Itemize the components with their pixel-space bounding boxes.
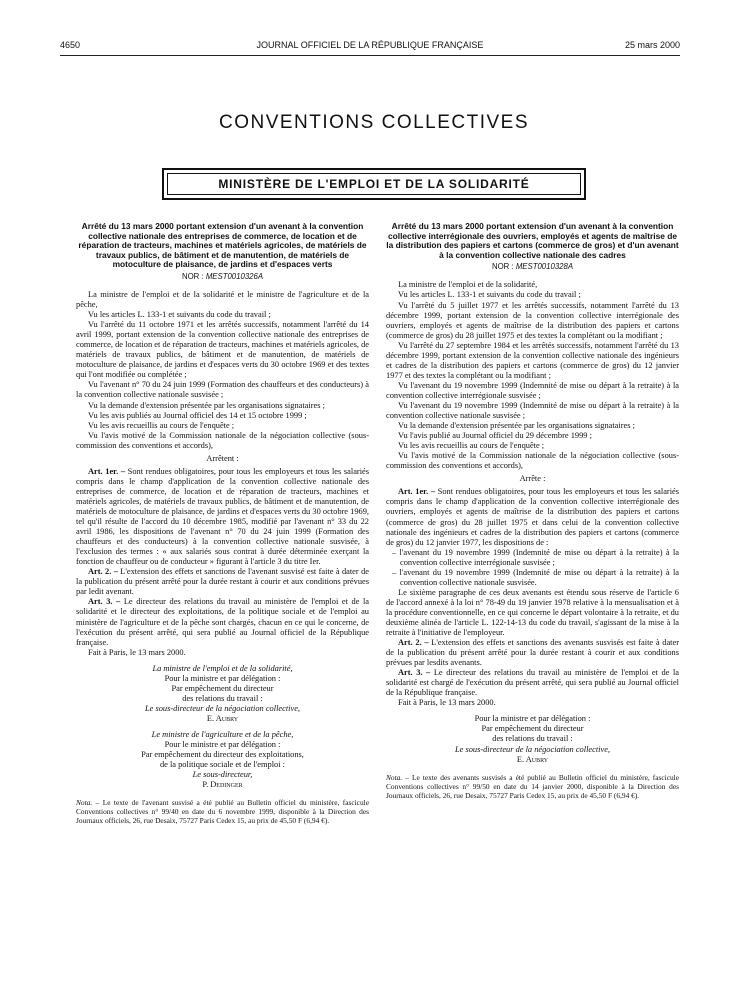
right-para6: Le sixième paragraphe de ces deux avenants est étendu sous réserve de l'article 6 de l'accord annexé à la loi n° 78-49 du 19 janvier 1978 relative à la mensualisation et à la procédure conventionnelle, en ce qui concerne le départ volontaire à la retraite, et du deuxième alinéa de l'article L. 122-14-13 du code du travail, s'agissant de la mise à la retraite à l'initiative de l'employeur. <box>386 587 679 638</box>
art1-text: Sont rendues obligatoires, pour tous les employeurs et tous les salariés compris dans le champ d'application de la convention collective nationale des entreprises de commerce, de location et de réparation de tracteurs, machines et matériels agricoles, de matériels de travaux publics, de bâtiment et de manutention, de matériels de motoculture de plaisance, de jardins et d'espaces verts du 30 octobre 1969, tel qu'il résulte de l'accord du 10 décembre 1985, modifié par l'avenant n° 33 du 22 avril 1986, les dispositions de l'avenant n° 70 du 24 juin 1999 (Formation des chauffeurs et des conducteurs) à la convention collective nationale susvisée, à l'exclusion des termes : « aux salariés sous contrat à durée déterminée exerçant la fonction de chauffeur ou de conducteur » figurant à l'article 3 du titre Ier. <box>76 466 370 567</box>
right-decree-title: Arrêté du 13 mars 2000 portant extension d'un avenant à la convention collective interrégionale des ouvriers, employés et agents de maîtrise de la distribution des papiers et cartons (commerce de gros) et d'un avenant à la convention collective nationale des cadres <box>386 221 679 260</box>
right-intro-0: La ministre de l'emploi et de la solidarité, <box>398 280 538 290</box>
left-nor <box>76 272 369 282</box>
nor-code: MESТ0010328A <box>515 262 574 272</box>
left-intro-7: Vu l'avis motivé de la Commission nationale de la négociation collective (sous-commission des conventions et accords), <box>76 430 369 450</box>
left-art3 <box>76 597 369 647</box>
left-intro-2: Vu l'arrêté du 11 octobre 1971 et les arrêtés successifs, notamment l'arrêté du 14 avril 1999, portant extension de la convention collective nationale des entreprises de commerce, de location et de réparation de tracteurs, machines et matériels agricoles, de matériels de travaux publics, de bâtiment et de manutention, de matériels de motoculture de plaisance, de jardins et d'espaces verts du 30 octobre 1969 et des textes qui l'ont modifiée ou complétée ; <box>76 320 369 380</box>
art2-label: Art. 2. – <box>398 638 429 648</box>
art3-label: Art. 3. – <box>398 668 431 678</box>
left-decree-title: Arrêté du 13 mars 2000 portant extension d'un avenant à la convention collective nationale des entreprises de commerce, de location et de réparation de tracteurs, machines et matériels agricoles, de matériels de travaux publics, de bâtiment et de manutention, de matériels de motoculture de plaisance, de jardins et d'espaces verts <box>78 221 367 270</box>
right-intro-5: Vu l'avenant du 19 novembre 1999 (Indemnité de mise ou départ à la retraite) à la convention collective nationale susvisée ; <box>386 400 679 421</box>
right-intro-7: Vu l'avis publié au Journal officiel du 29 décembre 1999 ; <box>398 431 592 441</box>
art3-text: Le directeur des relations du travail au ministère de l'emploi et de la solidarité est chargé de l'exécution du présent arrêté, qui sera publié au Journal officiel de la République française. <box>386 668 679 698</box>
art1-label: Art. 1er. – <box>88 466 126 476</box>
right-sig-4: E. Aubry <box>516 754 549 764</box>
right-nor <box>386 262 679 272</box>
right-art1 <box>386 487 679 547</box>
left-note <box>76 798 369 825</box>
art1-label: Art. 1er. – <box>398 487 436 497</box>
right-art3 <box>386 668 679 698</box>
left-intro-4: Vu la demande d'extension présentée par les organisations signataires ; <box>88 400 325 410</box>
left-sig1-0: La ministre de l'emploi et de la solidarité, <box>152 663 293 673</box>
right-fait: Fait à Paris, le 13 mars 2000. <box>398 698 496 708</box>
note-lead: Nota. – <box>386 772 409 782</box>
ministry-box <box>162 168 586 200</box>
left-sig2-3: de la politique sociale et de l'emploi : <box>159 760 285 770</box>
right-sig-0: Pour la ministre et par délégation : <box>474 714 591 724</box>
right-intro-8: Vu les avis recueillis au cours de l'enquête ; <box>398 441 545 451</box>
art2-label: Art. 2. – <box>88 567 118 577</box>
art3-text: Le directeur des relations du travail au ministère de l'emploi et de la solidarité et le directeur des exploitations, de la politique sociale et de l'emploi au ministère de l'agriculture et de la pêche sont chargés, chacun en ce qui le concerne, de l'exécution du présent arrêté, qui sera publié au Journal officiel de la République française. <box>76 597 369 647</box>
issue-date: 25 mars 2000 <box>624 40 680 50</box>
left-intro-5: Vu les avis publiés au Journal officiel des 14 et 15 octobre 1999 ; <box>88 410 307 420</box>
left-sig2-2: Par empêchement du directeur des exploitations, <box>141 750 304 760</box>
left-column <box>76 222 369 825</box>
left-sig1-2: Par empêchement du directeur <box>171 683 274 693</box>
left-intro-0: La ministre de l'emploi et de la solidarité et le ministre de l'agriculture et de la pêche, <box>76 290 369 310</box>
left-sig1-1: Pour la ministre et par délégation : <box>164 673 281 683</box>
page-number: 4650 <box>60 40 81 50</box>
nor-label: NOR : <box>181 271 204 281</box>
left-sig2-5: P. Dedinger <box>202 780 243 790</box>
right-intro-2: Vu l'arrêté du 5 juillet 1977 et les arrêtés successifs, notamment l'arrêté du 13 décembre 1999, portant extension de la convention collective interrégionale des ouvriers, employés et agents de maîtrise de la distribution des papiers et cartons (commerce de gros) du 28 juillet 1975 et des textes la complétant ou la modifiant ; <box>386 300 679 340</box>
left-fait: Fait à Paris, le 13 mars 2000. <box>88 647 186 657</box>
right-sig-1: Par empêchement du directeur <box>481 724 584 734</box>
art2-text: L'extension des effets et sanctions de l'avenant susvisé est faite à dater de la publication du présent arrêté pour la durée restant à courir et aux conditions prévues par ledit avenant. <box>76 567 369 597</box>
right-item-0: – l'avenant du 19 novembre 1999 (Indemnité de mise ou départ à la retraite) à la convention collective interrégionale susvisée ; <box>392 547 679 567</box>
right-intro-6: Vu la demande d'extension présentée par les organisations signataires ; <box>398 421 635 431</box>
right-sig-3: Le sous-directeur de la négociation collective, <box>454 744 611 754</box>
journal-title: JOURNAL OFFICIEL DE LA RÉPUBLIQUE FRANÇAISE <box>256 40 484 50</box>
left-intro-6: Vu les avis recueillis au cours de l'enquête ; <box>88 420 235 430</box>
left-sig1-3: des relations du travail : <box>182 693 263 703</box>
art3-label: Art. 3. – <box>88 597 121 607</box>
right-intro-3: Vu l'arrêté du 27 septembre 1984 et les arrêtés successifs, notamment l'arrêté du 13 décembre 1999, portant extension de la convention collective nationale des ingénieurs et cadres de la distribution des papiers et cartons (commerce de gros) du 12 janvier 1977 et des textes la complétant ou la modifiant ; <box>386 340 679 380</box>
right-arrete: Arrête : <box>519 474 546 484</box>
left-sig2-1: Pour le ministre et par délégation : <box>164 740 281 750</box>
right-art2 <box>386 638 679 668</box>
left-sig1-4: Le sous-directeur de la négociation collective, <box>144 703 301 713</box>
right-intro-4: Vu l'avenant du 19 novembre 1999 (Indemnité de mise ou départ à la retraite) à la convention collective interrégionale susvisée ; <box>386 380 679 400</box>
ministry-title: MINISTÈRE DE L'EMPLOI ET DE LA SOLIDARITÉ <box>167 173 581 195</box>
right-sig-2: des relations du travail : <box>492 734 573 744</box>
right-note <box>386 773 679 800</box>
header-rule <box>60 55 680 56</box>
left-art2 <box>76 567 369 597</box>
art1-text: Sont rendues obligatoires, pour tous les employeurs et tous les salariés compris dans le champ d'application de la convention collective interrégionale des ouvriers, employés et agents de maîtrise de la distribution des papiers et cartons (commerce de gros) du 28 juillet 1975 et dans celui de la convention collective nationale des ingénieurs et cadres de la distribution des papiers et cartons (commerce de gros) du 12 janvier 1977, les dispositions de : <box>386 487 680 547</box>
left-intro-3: Vu l'avenant n° 70 du 24 juin 1999 (Formation des chauffeurs et des conducteurs) à la convention collective nationale susvisée ; <box>76 380 369 400</box>
art2-text: L'extension des effets et sanctions des avenants susvisés est faite à dater de la publication du présent arrêté pour la durée restant à courir et aux conditions prévues par lesdits avenants. <box>386 638 679 668</box>
nor-code: MESТ0010326A <box>205 271 264 281</box>
right-column <box>386 222 679 800</box>
right-item-1: – l'avenant du 19 novembre 1999 (Indemnité de mise ou départ à la retraite) à la convention collective nationale susvisée. <box>392 567 679 587</box>
right-intro-9: Vu l'avis motivé de la Commission nationale de la négociation collective (sous-commission des conventions et accords), <box>386 451 679 471</box>
nor-label: NOR : <box>491 262 514 272</box>
note-lead: Nota. – <box>76 798 100 808</box>
left-art1 <box>76 467 369 567</box>
left-intro-1: Vu les articles L. 133-1 et suivants du code du travail ; <box>88 310 271 320</box>
left-sig2-0: Le ministre de l'agriculture et de la pêche, <box>151 729 294 739</box>
left-sig2-4: Le sous-directeur, <box>192 770 253 780</box>
right-intro-1: Vu les articles L. 133-1 et suivants du code du travail ; <box>398 290 581 300</box>
note-text: Le texte de l'avenant susvisé a été publié au Bulletin officiel du ministère, fascicule Conventions collectives n° 99/40 en date du 6 novembre 1999, disponible à la Direction des Journaux officiels, 26, rue Desaix, 75727 Paris Cedex 15, au prix de 45,50 F (6,94 €). <box>76 798 369 826</box>
section-title: CONVENTIONS COLLECTIVES <box>218 112 530 133</box>
note-text: Le texte des avenants susvisés a été publié au Bulletin officiel du ministère, fascicule Conventions collectives n° 99/50 en date du 14 janvier 2000, disponible à la Direction des Journaux officiels, 26, rue Desaix, 75727 Paris Cedex 15, au prix de 45,50 F (6,94 €). <box>386 772 679 800</box>
left-arretent: Arrêtent : <box>206 453 239 463</box>
page-header <box>60 40 680 54</box>
left-sig1-5: E. Aubry <box>206 713 239 723</box>
